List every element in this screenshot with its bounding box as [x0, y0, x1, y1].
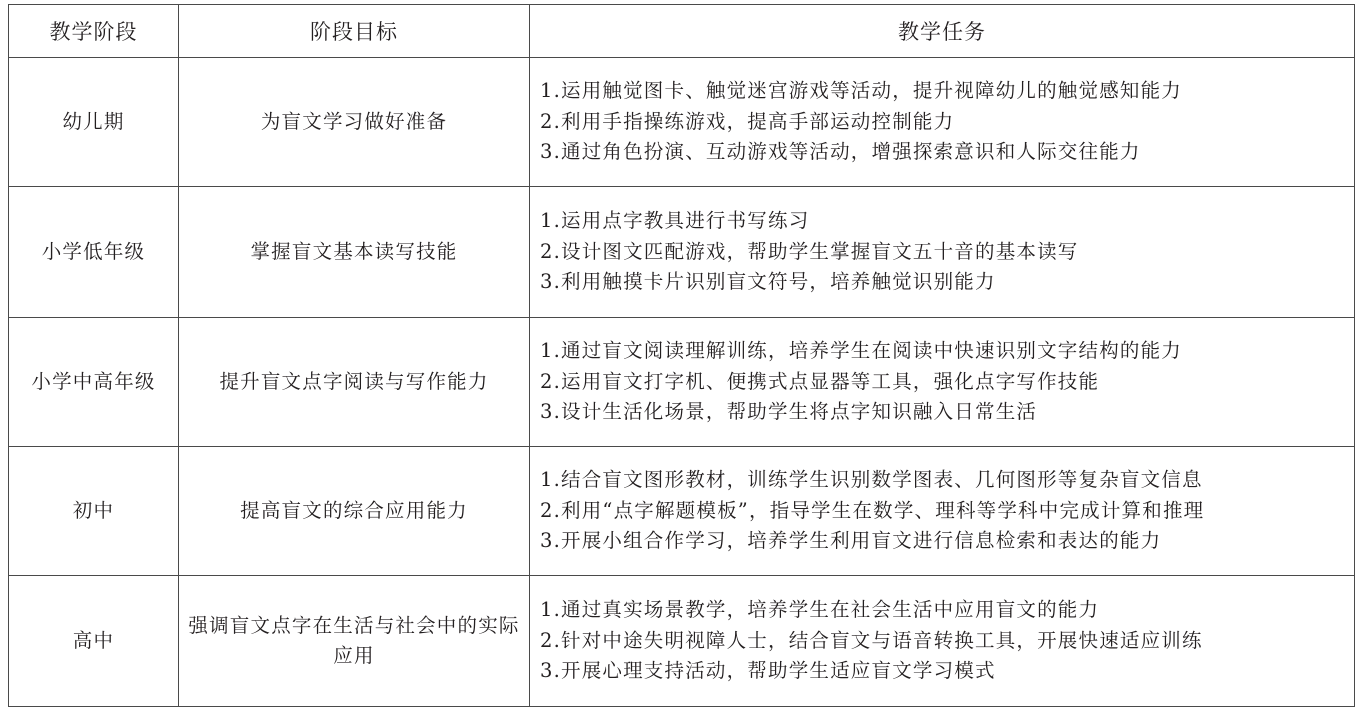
- tasks-cell: [530, 576, 1355, 707]
- tasks-cell: [530, 58, 1355, 187]
- task-item: 1.通过真实场景教学，培养学生在社会生活中应用盲文的能力: [540, 598, 1100, 622]
- tasks-cell: [530, 447, 1355, 576]
- table-row: [9, 187, 1355, 318]
- task-item: 2.利用手指操练游戏，提高手部运动控制能力: [540, 109, 955, 133]
- task-item: 3.开展心理支持活动，帮助学生适应盲文学习模式: [540, 659, 996, 683]
- task-item: 1.运用点字教具进行书写练习: [540, 209, 810, 233]
- header-tasks: 教学任务: [530, 5, 1355, 58]
- stage-cell: 初中: [9, 447, 179, 576]
- task-item: 1.结合盲文图形教材，训练学生识别数学图表、几何图形等复杂盲文信息: [540, 468, 1203, 492]
- stage-cell: 小学中高年级: [9, 318, 179, 447]
- stage-cell: 高中: [9, 576, 179, 707]
- table-row: [9, 576, 1355, 707]
- stage-cell: 幼儿期: [9, 58, 179, 187]
- table-row: [9, 447, 1355, 576]
- header-row: [9, 5, 1355, 58]
- task-item: 1.通过盲文阅读理解训练，培养学生在阅读中快速识别文字结构的能力: [540, 339, 1183, 363]
- tasks-cell: [530, 318, 1355, 447]
- task-item: 3.利用触摸卡片识别盲文符号，培养触觉识别能力: [540, 270, 996, 294]
- task-item: 2.运用盲文打字机、便携式点显器等工具，强化点字写作技能: [540, 369, 1100, 393]
- goal-cell: 为盲文学习做好准备: [179, 58, 530, 187]
- stage-cell: 小学低年级: [9, 187, 179, 318]
- task-item: 1.运用触觉图卡、触觉迷宫游戏等活动，提升视障幼儿的触觉感知能力: [540, 79, 1183, 103]
- task-item: 3.设计生活化场景，帮助学生将点字知识融入日常生活: [540, 400, 1038, 424]
- goal-cell: 掌握盲文基本读写技能: [179, 187, 530, 318]
- task-item: 2.利用“点字解题模板”，指导学生在数学、理科等学科中完成计算和推理: [540, 498, 1205, 522]
- goal-cell: 提高盲文的综合应用能力: [179, 447, 530, 576]
- task-item: 2.设计图文匹配游戏，帮助学生掌握盲文五十音的基本读写: [540, 239, 1079, 263]
- task-item: 3.开展小组合作学习，培养学生利用盲文进行信息检索和表达的能力: [540, 529, 1162, 553]
- goal-cell: 强调盲文点字在生活与社会中的实际应用: [179, 576, 530, 707]
- table-row: [9, 58, 1355, 187]
- teaching-stages-table: [8, 4, 1355, 707]
- header-stage: 教学阶段: [9, 5, 179, 58]
- goal-cell: 提升盲文点字阅读与写作能力: [179, 318, 530, 447]
- table-row: [9, 318, 1355, 447]
- task-item: 3.通过角色扮演、互动游戏等活动，增强探索意识和人际交往能力: [540, 140, 1141, 164]
- header-goal: 阶段目标: [179, 5, 530, 58]
- tasks-cell: [530, 187, 1355, 318]
- task-item: 2.针对中途失明视障人士，结合盲文与语音转换工具，开展快速适应训练: [540, 628, 1203, 652]
